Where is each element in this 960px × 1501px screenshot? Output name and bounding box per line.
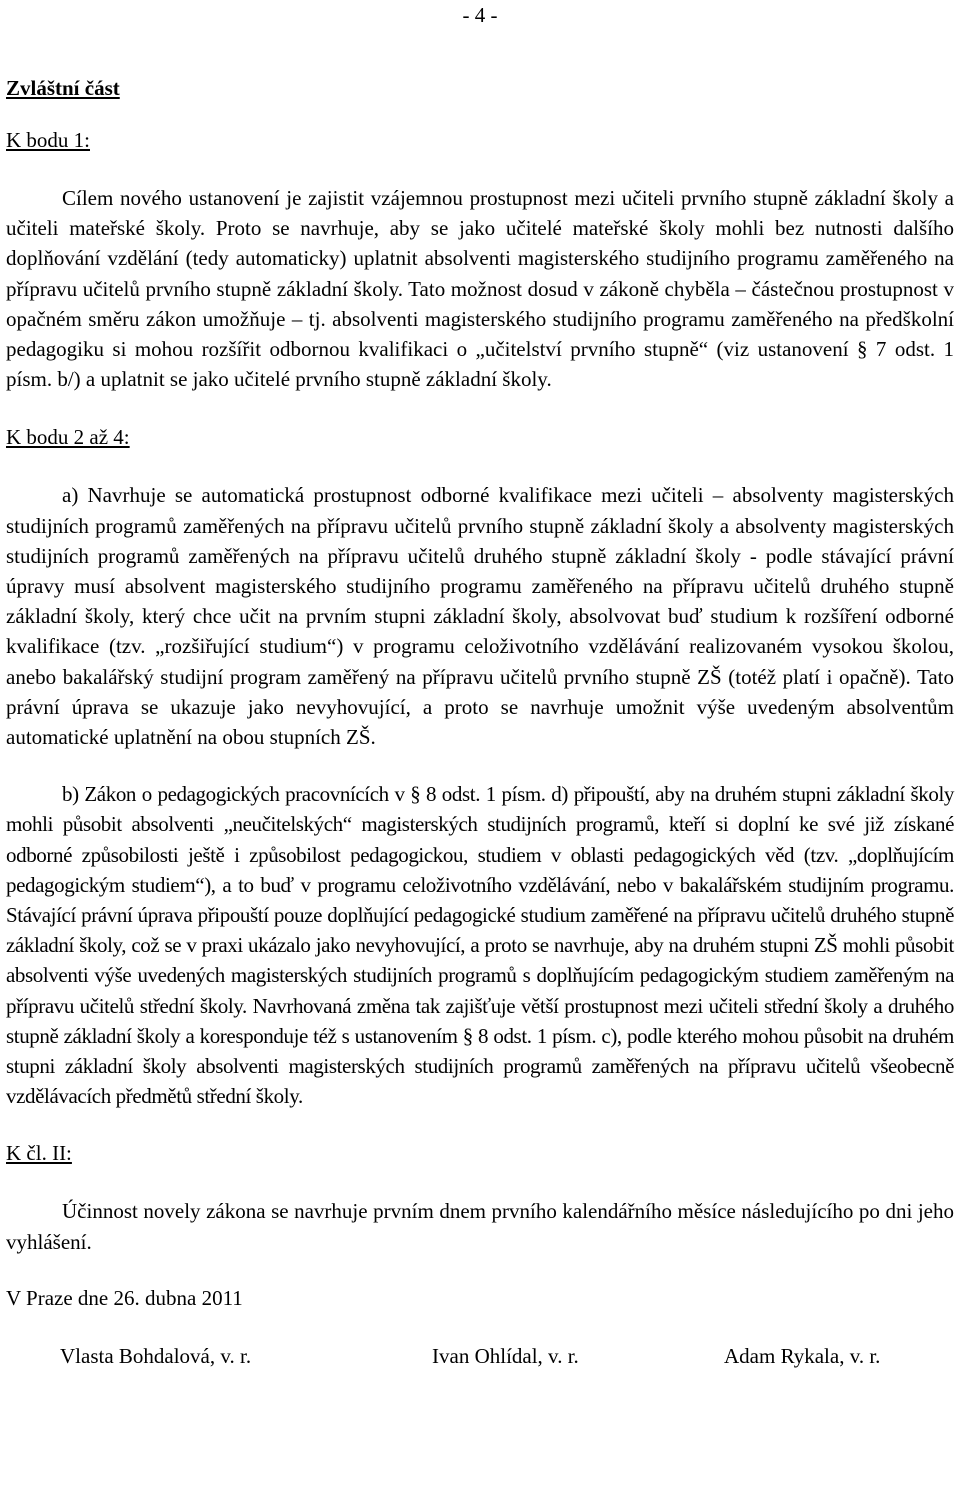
page-number: - 4 - — [462, 3, 498, 27]
paragraph-a: a) Navrhuje se automatická prostupnost odborné kvalifikace mezi učiteli – absolventy magisterských studijních programů zaměřených na přípravu učitelů prvního stupně základní školy a absolventy magisterských studijních programů zaměřených na přípravu učitelů druhého stupně základní školy - podle stávající právní úpravy musí absolvent magisterského studijního programu zaměřeného na přípravu učitelů druhého stupně základní školy, který chce učit na prvním stupni základní školy, absolvovat buď studium k rozšíření odborné kvalifikace (tzv. „rozšiřující studium“) v programu celoživotního vzdělávání realizovaném vysokou školou, anebo bakalářský studijní program zaměřený na přípravu učitelů prvního stupně ZŠ (totéž platí i opačně). Tato právní úprava se ukazuje jako nevyhovující, a proto se navrhuje umožnit výše uvedeným absolventům automatické uplatnění na obou stupních ZŠ. — [6, 483, 954, 750]
heading-point-1: K bodu 1: — [6, 128, 90, 152]
paragraph-article-2: Účinnost novely zákona se navrhuje prvním dnem prvního kalendářního měsíce následujícího po dni jeho vyhlášení. — [6, 1199, 954, 1254]
paragraph-b: b) Zákon o pedagogických pracovnících v § 8 odst. 1 písm. d) připouští, aby na druhém stupni základní školy mohli působit absolventi „neučitelských“ magisterských studijních programů, kteří si doplní ke své již získané odborné způsobilosti ještě i způsobilost pedagogickou, studiem v oblasti pedagogických věd (tzv. „doplňujícím pedagogickým studiem“), a to buď v programu celoživotního vzdělávání, nebo v bakalářském studijním programu. Stávající právní úprava připouští pouze doplňující pedagogické studium zaměřené na přípravu učitelů druhého stupně základní školy, což se v praxi ukázalo jako nevyhovující, a proto se navrhuje, aby na druhém stupni ZŠ mohli působit absolventi výše uvedených magisterských studijních programů s doplňujícím pedagogickým studiem zaměřeným na přípravu učitelů střední školy. Navrhovaná změna tak zajišťuje větší prostupnost mezi učiteli střední školy a druhého stupně základní školy a koresponduje též s ustanovením § 8 odst. 1 písm. c), podle kterého mohou působit na druhém stupni základní školy absolventi magisterských studijních programů zaměřených na přípravu učitelů všeobecně vzdělávacích předmětů střední školy. — [6, 782, 954, 1109]
signature-3: Adam Rykala, v. r. — [724, 1343, 881, 1368]
document-body — [6, 73, 954, 1371]
date-line: V Praze dne 26. dubna 2011 — [6, 1285, 243, 1310]
section-title: Zvláštní část — [6, 76, 120, 100]
paragraph-point-1: Cílem nového ustanovení je zajistit vzájemnou prostupnost mezi učiteli prvního stupně základní školy a učiteli mateřské školy. Proto se navrhuje, aby se jako učitelé mateřské školy mohli bez nutnosti dalšího doplňování vzdělání (tedy automaticky) uplatnit absolventi magisterského studijního programu zaměřeného na přípravu učitelů prvního stupně základní školy. Tato možnost dosud v zákoně chyběla – částečnou prostupnost v opačném směru zákon umožňuje – tj. absolventi magisterského studijního programu zaměřeného na předškolní pedagogiku si mohou rozšířit odbornou kvalifikaci o „učitelství prvního stupně“ (viz ustanovení § 7 odst. 1 písm. b/) a uplatnit se jako učitelé prvního stupně základní školy. — [6, 186, 954, 392]
heading-article-2: K čl. II: — [6, 1141, 72, 1166]
signature-row — [6, 1341, 954, 1371]
signature-2: Ivan Ohlídal, v. r. — [432, 1343, 579, 1368]
signature-1: Vlasta Bohdalová, v. r. — [60, 1343, 252, 1368]
heading-points-2-4: K bodu 2 až 4: — [6, 425, 130, 450]
